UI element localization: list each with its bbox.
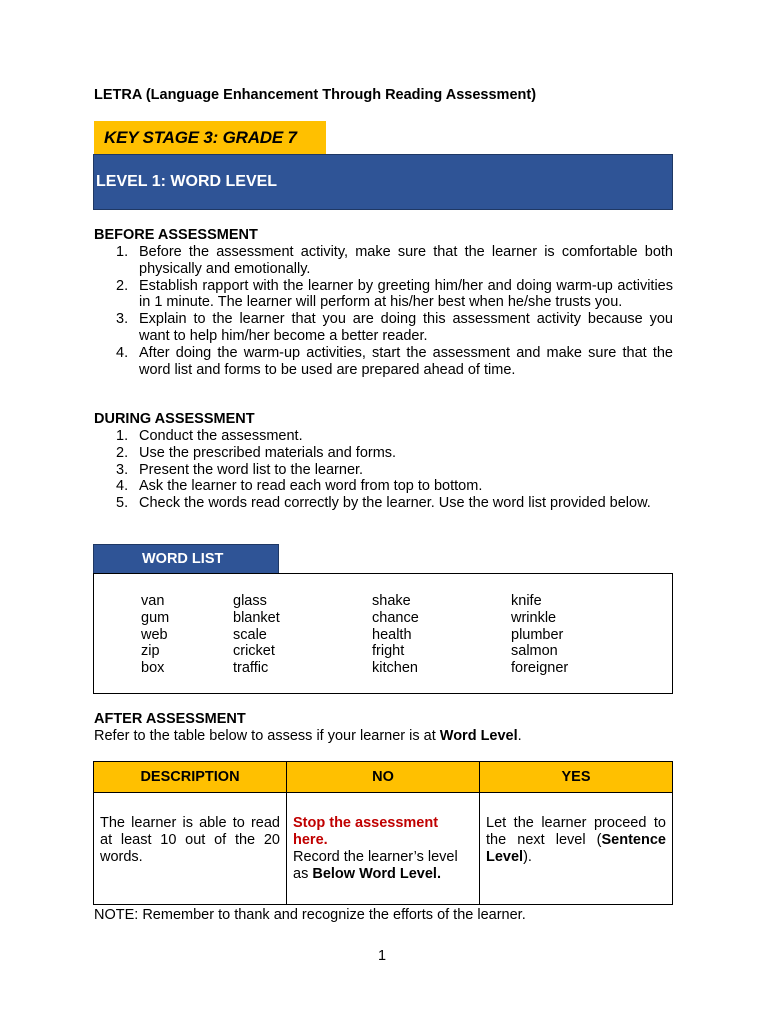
word: plumber — [511, 626, 564, 643]
list-item: 2. Establish rapport with the learner by greeting him/her and doing warm-up activities in 1 minute. The learner will perform at his/her best when he/she trusts you. — [116, 277, 673, 311]
list-item: 3. Explain to the learner that you are doing this assessment activity because you want to help him/her become a better reader. — [116, 311, 673, 344]
description-cell: The learner is able to read at least 10 out of the 20 words. — [94, 793, 287, 905]
word: cricket — [233, 643, 275, 660]
page-title: LETRA (Language Enhancement Through Reading Assessment) — [94, 87, 537, 103]
word: web — [141, 626, 168, 643]
list-item: 5. Check the words read correctly by the learner. Use the word list provided below. — [116, 495, 651, 512]
before-assessment-list — [94, 244, 673, 378]
during-assessment-heading: DURING ASSESSMENT — [94, 411, 255, 427]
assessment-table — [93, 761, 673, 905]
before-assessment-heading: BEFORE ASSESSMENT — [94, 227, 258, 243]
word-list-title: WORD LIST — [93, 544, 279, 574]
word: knife — [511, 593, 542, 609]
word: glass — [233, 593, 267, 609]
page-number: 1 — [378, 948, 387, 964]
word: traffic — [233, 660, 269, 677]
list-item: 3. Present the word list to the learner. — [116, 461, 364, 478]
word-column — [141, 593, 169, 677]
word: fright — [372, 643, 405, 660]
note-text: NOTE: Remember to thank and recognize the efforts of the learner. — [94, 907, 526, 923]
word: zip — [141, 643, 160, 660]
word: gum — [141, 609, 170, 626]
word: wrinkle — [511, 609, 557, 626]
column-header-no: NO — [287, 762, 480, 793]
word-list-box — [93, 573, 673, 694]
list-item: 1. Conduct the assessment. — [116, 428, 303, 444]
word: scale — [233, 626, 267, 643]
list-item: 4. Ask the learner to read each word from top to bottom. — [116, 478, 483, 495]
word-column — [511, 593, 568, 677]
word: health — [372, 626, 412, 643]
yes-cell: Let the learner proceed to the next level (Sentence Level). — [480, 793, 673, 905]
stage-banner: KEY STAGE 3: GRADE 7 — [94, 121, 326, 155]
table-row — [94, 793, 673, 905]
table-header-row — [94, 762, 673, 793]
word-column — [372, 593, 419, 677]
list-item: 4. After doing the warm-up activities, start the assessment and make sure that the word list and forms to be used are prepared ahead of time. — [116, 344, 673, 378]
word: shake — [372, 593, 411, 609]
list-item: 1. Before the assessment activity, make sure that the learner is comfortable both physically and emotionally. — [116, 244, 673, 277]
word: van — [141, 593, 165, 609]
after-assessment-heading: AFTER ASSESSMENT — [94, 711, 246, 727]
column-header-description: DESCRIPTION — [94, 762, 287, 793]
word: chance — [372, 609, 419, 626]
word: blanket — [233, 609, 280, 626]
no-cell: Stop the assessment here. Record the learner’s level as Below Word Level. — [287, 793, 480, 905]
word: salmon — [511, 643, 558, 660]
word: kitchen — [372, 660, 418, 677]
during-assessment-list — [94, 428, 673, 512]
column-header-yes: YES — [480, 762, 673, 793]
after-assessment-intro: Refer to the table below to assess if your learner is at Word Level. — [94, 728, 522, 744]
level-banner: LEVEL 1: WORD LEVEL — [93, 154, 673, 210]
word: box — [141, 660, 165, 677]
word-column — [233, 593, 280, 677]
word: foreigner — [511, 660, 569, 677]
list-item: 2. Use the prescribed materials and forms. — [116, 444, 397, 461]
